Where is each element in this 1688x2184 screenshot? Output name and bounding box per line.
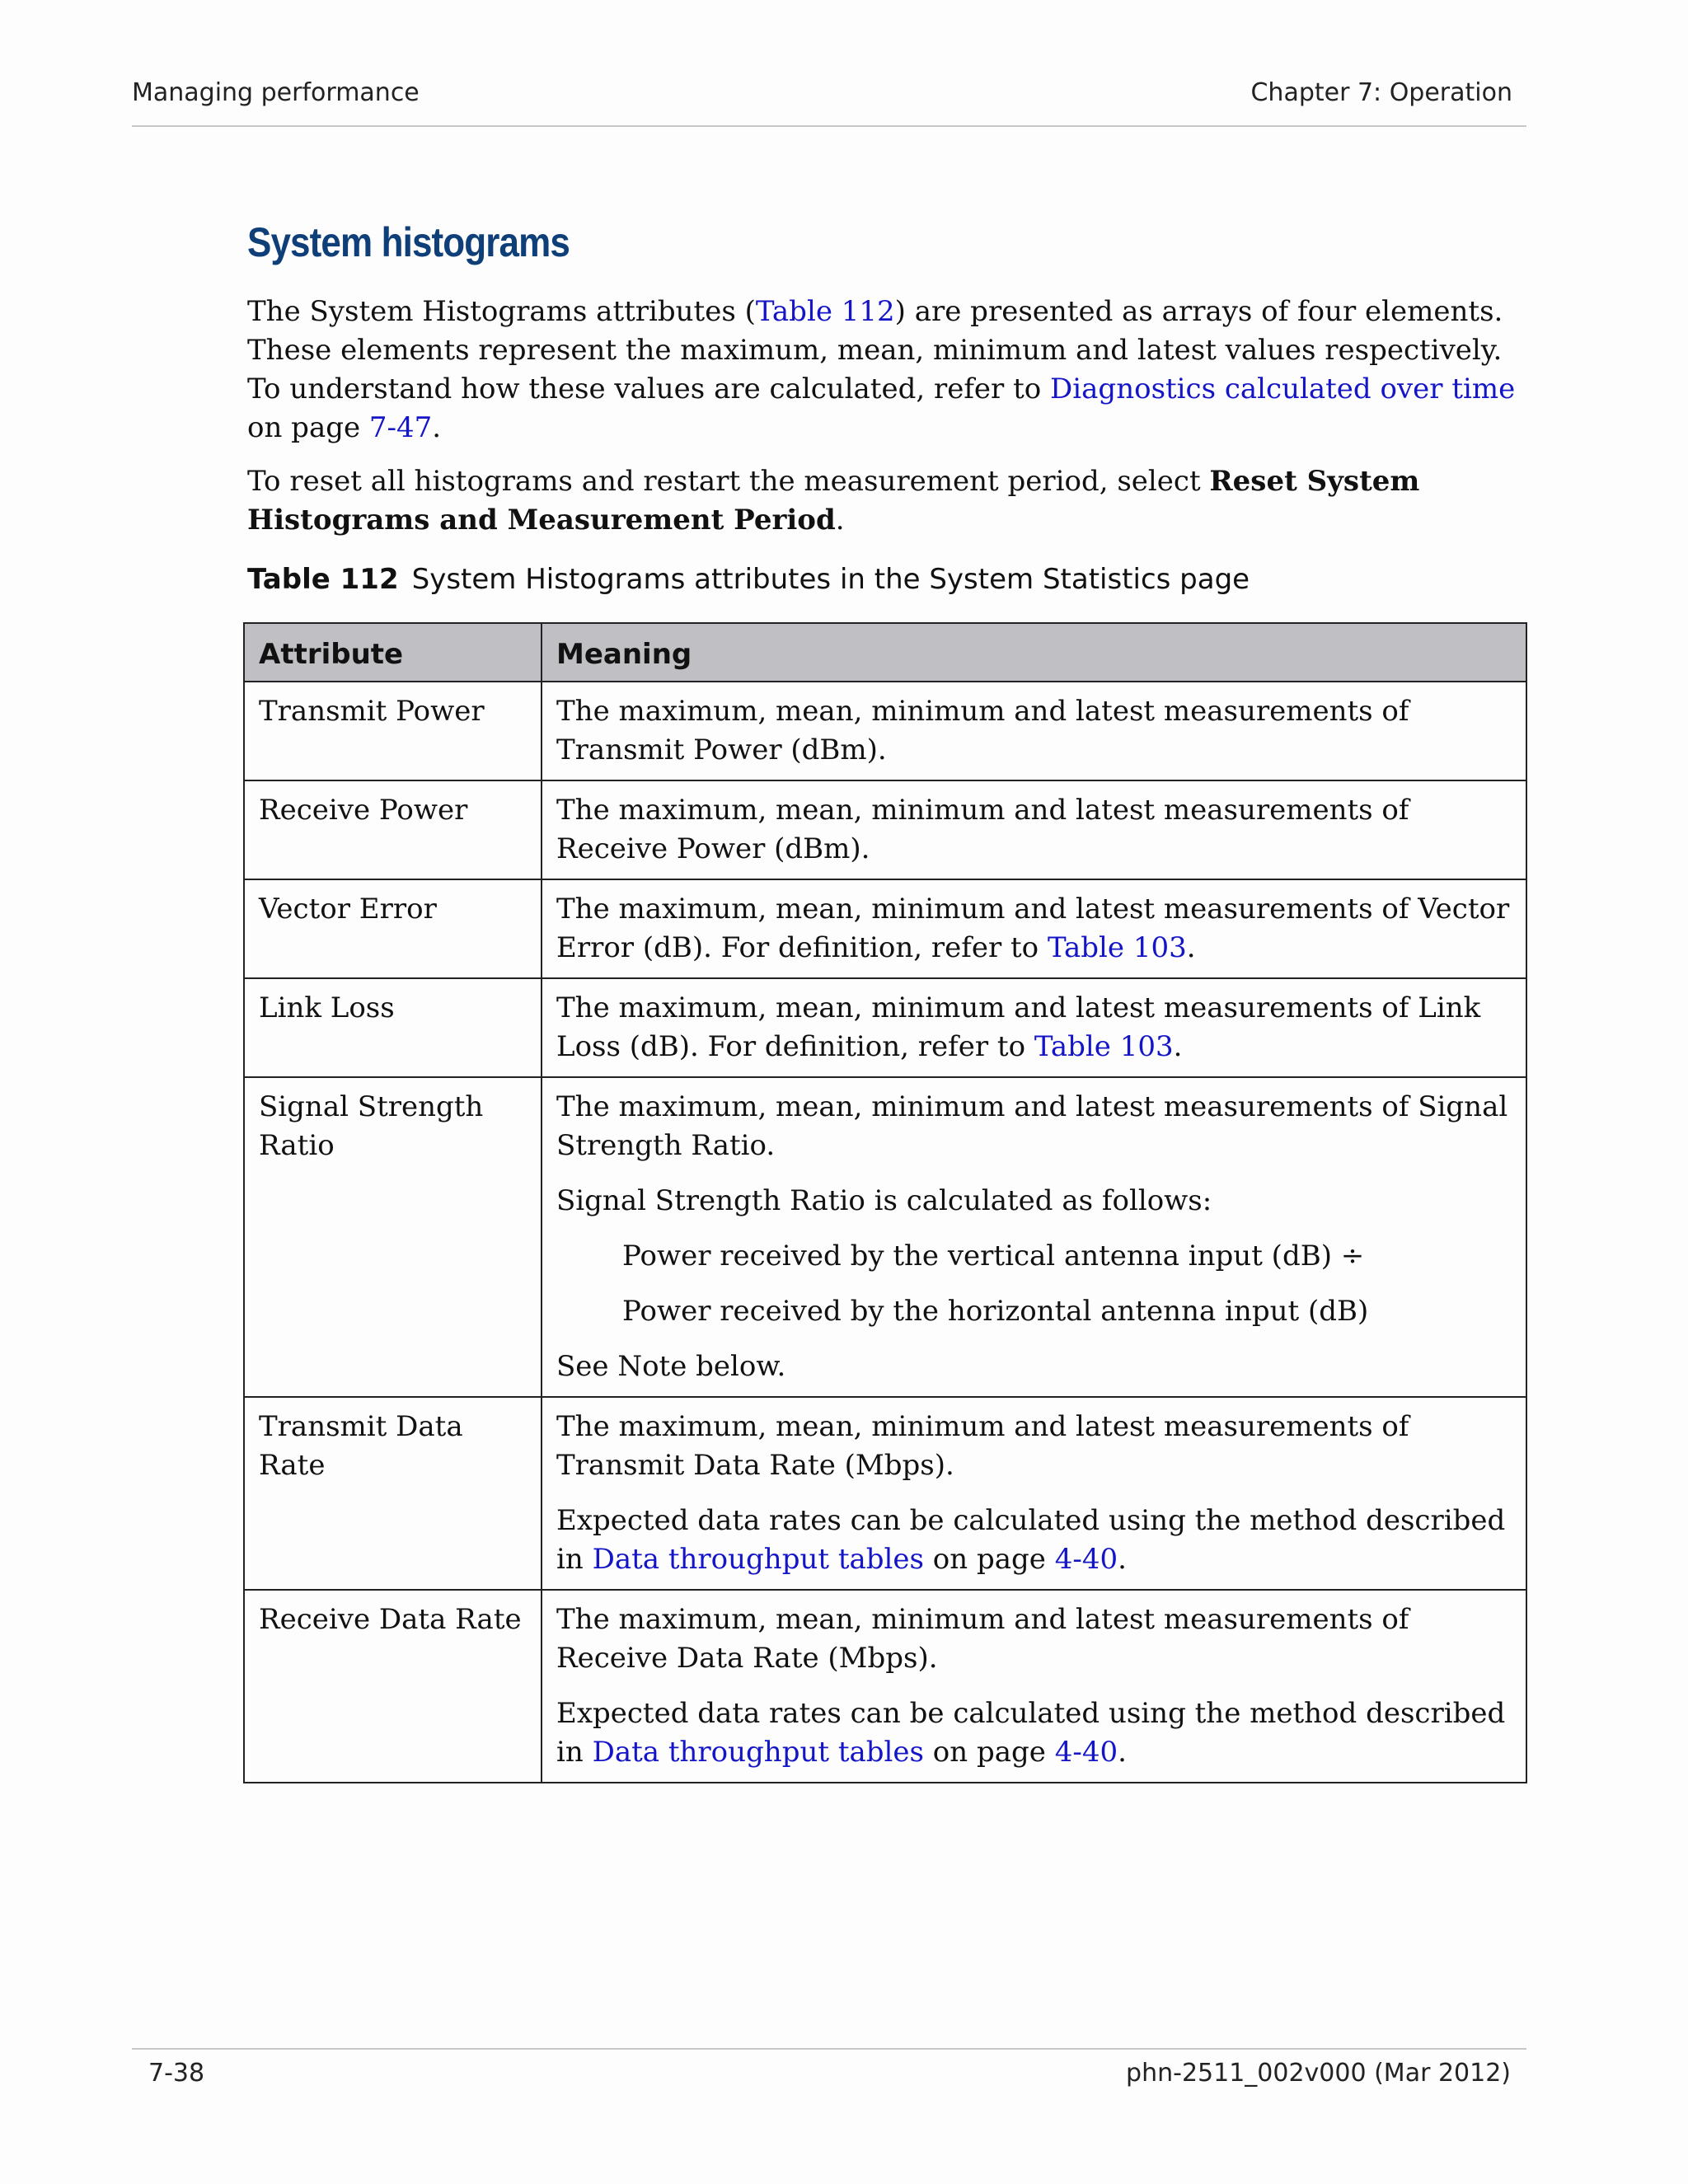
table-header-row <box>244 623 1526 682</box>
page-7-47-link[interactable]: 7-47 <box>368 411 433 444</box>
document-id: phn-2511_002v000 (Mar 2012) <box>1126 2059 1511 2088</box>
page-4-40-link[interactable]: 4-40 <box>1054 1543 1118 1576</box>
attribute-cell: Transmit Data Rate <box>244 1397 542 1590</box>
attribute-cell: Vector Error <box>244 879 542 978</box>
table-112-link[interactable]: Table 112 <box>755 295 895 328</box>
header-meaning: Meaning <box>542 623 1526 682</box>
meaning-cell: The maximum, mean, minimum and latest measurements of Transmit Data Rate (Mbps). Expected data rates can be calculated using the method described in Data throughput tables on page 4-40. <box>542 1397 1526 1590</box>
formula-line-2: Power received by the horizontal antenna input (dB) <box>622 1295 1369 1328</box>
table-row <box>244 1397 1526 1590</box>
formula-line-1: Power received by the vertical antenna input (dB) ÷ <box>622 1240 1365 1272</box>
attribute-cell: Link Loss <box>244 978 542 1077</box>
meaning-cell: The maximum, mean, minimum and latest measurements of Transmit Power (dBm). <box>542 682 1526 780</box>
meaning-cell: The maximum, mean, minimum and latest measurements of Vector Error (dB). For definition, refer to Table 103. <box>542 879 1526 978</box>
header-section-name: Managing performance <box>132 78 420 107</box>
diagnostics-link[interactable]: Diagnostics calculated over time <box>1050 373 1516 405</box>
table-103-link[interactable]: Table 103 <box>1034 1030 1174 1063</box>
table-row <box>244 682 1526 780</box>
header-attribute: Attribute <box>244 623 542 682</box>
calc-intro: Signal Strength Ratio is calculated as follows: <box>556 1184 1212 1217</box>
meaning-cell: The maximum, mean, minimum and latest measurements of Receive Data Rate (Mbps). Expected data rates can be calculated using the method described in Data throughput tables on page 4-40. <box>542 1590 1526 1783</box>
table-caption-label: Table 112 <box>247 563 399 596</box>
attribute-cell: Signal Strength Ratio <box>244 1077 542 1397</box>
intro-paragraph: The System Histograms attributes (Table 112) are presented as arrays of four elements. These elements represent the maximum, mean, minimum and latest values respectively. To understand how these values are calculated, refer to Diagnostics calculated over time on page 7-47. <box>247 295 1516 444</box>
note-reference: See Note below. <box>556 1350 786 1383</box>
reset-command-label: Reset System Histograms and Measurement Period <box>247 465 1420 537</box>
table-row <box>244 978 1526 1077</box>
reset-paragraph: To reset all histograms and restart the measurement period, select Reset System Histograms and Measurement Period. <box>247 465 1420 537</box>
page-header <box>132 78 1512 107</box>
page-footer <box>148 2059 1511 2088</box>
table-caption <box>247 563 1533 596</box>
header-divider <box>132 125 1526 127</box>
table-row <box>244 879 1526 978</box>
section-title: System histograms <box>247 219 570 265</box>
meaning-cell: The maximum, mean, minimum and latest measurements of Signal Strength Ratio. Signal Strength Ratio is calculated as follows: Power received by the vertical antenna input (dB) ÷ Power received by the horizontal antenna input (dB) See Note below. <box>542 1077 1526 1397</box>
main-content <box>247 218 1533 612</box>
meaning-cell: The maximum, mean, minimum and latest measurements of Link Loss (dB). For definition, refer to Table 103. <box>542 978 1526 1077</box>
header-chapter: Chapter 7: Operation <box>1250 78 1512 107</box>
table-103-link[interactable]: Table 103 <box>1047 931 1187 964</box>
attribute-cell: Receive Data Rate <box>244 1590 542 1783</box>
table-row <box>244 780 1526 879</box>
table-row <box>244 1590 1526 1783</box>
table-row <box>244 1077 1526 1397</box>
meaning-cell: The maximum, mean, minimum and latest measurements of Receive Power (dBm). <box>542 780 1526 879</box>
page-number: 7-38 <box>148 2059 205 2088</box>
data-throughput-link[interactable]: Data throughput tables <box>592 1543 924 1576</box>
attribute-cell: Transmit Power <box>244 682 542 780</box>
table-caption-text: System Histograms attributes in the System Statistics page <box>411 563 1250 596</box>
data-throughput-link[interactable]: Data throughput tables <box>592 1736 924 1769</box>
attribute-cell: Receive Power <box>244 780 542 879</box>
footer-divider <box>132 2048 1526 2050</box>
page-4-40-link[interactable]: 4-40 <box>1054 1736 1118 1769</box>
histograms-table <box>243 622 1527 1783</box>
